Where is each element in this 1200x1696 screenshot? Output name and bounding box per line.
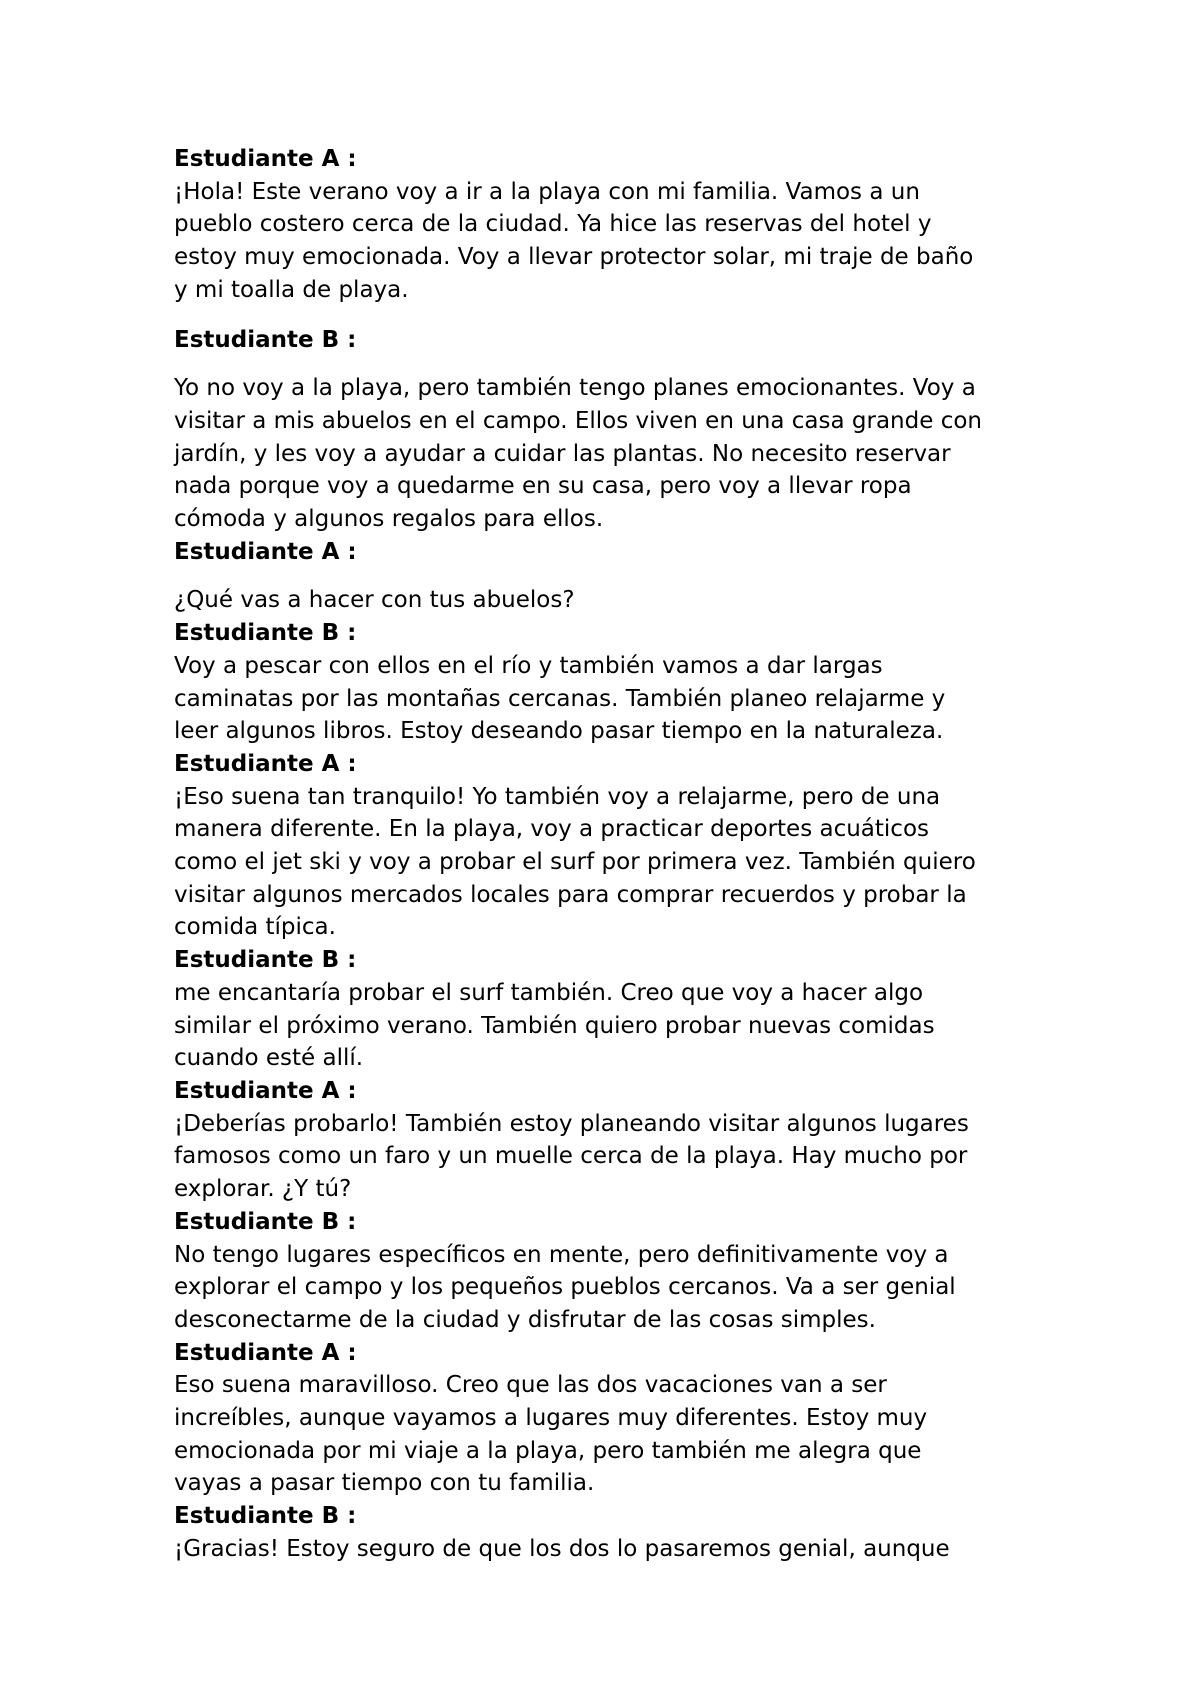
speaker-label: Estudiante A : (174, 1077, 357, 1104)
spacer (174, 307, 1054, 324)
dialogue-line: ¡Gracias! Estoy seguro de que los dos lo pasaremos genial, aunque (174, 1535, 950, 1562)
dialogue-line: caminatas por las montañas cercanas. También planeo relajarme y (174, 685, 946, 712)
dialogue-line: vayas a pasar tiempo con tu familia. (174, 1470, 595, 1497)
speaker-label: Estudiante A : (174, 146, 357, 172)
spacer (174, 356, 1054, 372)
dialogue-line: ¡Deberías probarlo! También estoy planeando visitar algunos lugares (174, 1110, 969, 1137)
dialogue-turn (174, 1206, 1054, 1337)
speaker-label: Estudiante A : (174, 538, 357, 565)
dialogue-line: Yo no voy a la playa, pero también tengo planes emocionantes. Voy a (174, 375, 976, 402)
dialogue-line: increíbles, aunque vayamos a lugares muy diferentes. Estoy muy (174, 1405, 928, 1432)
dialogue-line: explorar. ¿Y tú? (174, 1176, 352, 1203)
dialogue-turn (174, 536, 1054, 617)
dialogue-line: y mi toalla de playa. (174, 276, 409, 303)
dialogue-line: Voy a pescar con ellos en el río y también vamos a dar largas (174, 652, 883, 679)
speaker-label: Estudiante A : (174, 750, 357, 777)
dialogue-line: visitar algunos mercados locales para comprar recuerdos y probar la (174, 881, 967, 908)
dialogue-turn (174, 143, 1054, 307)
dialogue-line: me encantaría probar el surf también. Creo que voy a hacer algo (174, 979, 924, 1006)
dialogue-line: cuando esté allí. (174, 1045, 364, 1072)
dialogue-turn (174, 748, 1054, 944)
dialogue-line: famosos como un faro y un muelle cerca de la playa. Hay mucho por (174, 1143, 968, 1170)
speaker-label: Estudiante B : (174, 620, 357, 647)
dialogue-line: leer algunos libros. Estoy deseando pasar tiempo en la naturaleza. (174, 718, 944, 745)
dialogue-line: manera diferente. En la playa, voy a practicar deportes acuáticos (174, 816, 930, 843)
document-page (174, 143, 1054, 1566)
speaker-label: Estudiante B : (174, 1503, 357, 1530)
dialogue (174, 143, 1054, 1566)
dialogue-line: jardín, y les voy a ayudar a cuidar las plantas. No necesito reservar (174, 440, 951, 467)
dialogue-line: nada porque voy a quedarme en su casa, pero voy a llevar ropa (174, 473, 912, 500)
dialogue-turn (174, 1500, 1054, 1565)
dialogue-line: ¡Eso suena tan tranquilo! Yo también voy a relajarme, pero de una (174, 783, 941, 810)
dialogue-turn (174, 617, 1054, 748)
dialogue-line: visitar a mis abuelos en el campo. Ellos viven en una casa grande con (174, 407, 982, 434)
dialogue-line: como el jet ski y voy a probar el surf por primera vez. También quiero (174, 849, 976, 876)
dialogue-line: cómoda y algunos regalos para ellos. (174, 506, 604, 533)
spacer (174, 568, 1054, 584)
dialogue-line: Eso suena maravilloso. Creo que las dos vacaciones van a ser (174, 1372, 887, 1399)
speaker-label: Estudiante B : (174, 1208, 357, 1235)
dialogue-line: No tengo lugares específicos en mente, pero definitivamente voy a (174, 1241, 949, 1268)
speaker-label: Estudiante B : (174, 326, 357, 353)
dialogue-turn (174, 324, 1054, 536)
dialogue-line: ¿Qué vas a hacer con tus abuelos? (174, 587, 575, 614)
dialogue-line: emocionada por mi viaje a la playa, pero también me alegra que (174, 1437, 922, 1464)
dialogue-line: similar el próximo verano. También quiero probar nuevas comidas (174, 1012, 935, 1039)
dialogue-turn (174, 944, 1054, 1075)
dialogue-line: pueblo costero cerca de la ciudad. Ya hice las reservas del hotel y (174, 211, 932, 238)
dialogue-turn (174, 1337, 1054, 1501)
speaker-label: Estudiante B : (174, 947, 357, 974)
dialogue-line: explorar el campo y los pequeños pueblos cercanos. Va a ser genial (174, 1274, 956, 1301)
dialogue-line: desconectarme de la ciudad y disfrutar de las cosas simples. (174, 1306, 876, 1333)
dialogue-line: ¡Hola! Este verano voy a ir a la playa con mi familia. Vamos a un (174, 178, 920, 205)
dialogue-line: estoy muy emocionada. Voy a llevar protector solar, mi traje de baño (174, 244, 974, 271)
dialogue-turn (174, 1075, 1054, 1206)
dialogue-line: comida típica. (174, 914, 336, 941)
speaker-label: Estudiante A : (174, 1339, 357, 1366)
